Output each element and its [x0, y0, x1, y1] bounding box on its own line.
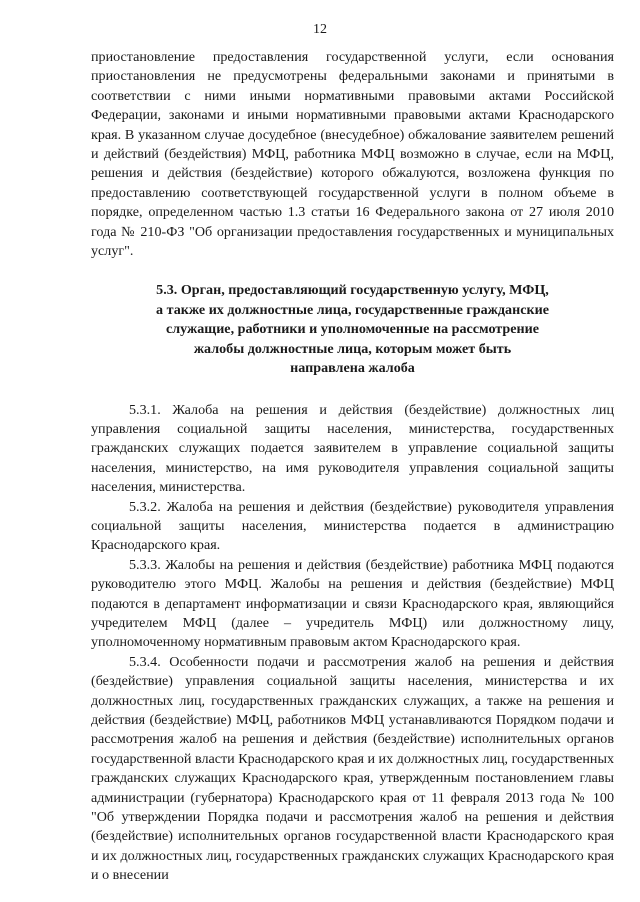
page-number: 12 [313, 22, 327, 37]
paragraph-5-3-1: 5.3.1. Жалоба на решения и действия (бездействие) должностных лиц управления социальной защиты населения, министерства, государственных гражданских служащих подается заявителем в управление социальной защиты населения, министерство, на имя руководителя управления социальной защиты населения, министерства. [91, 401, 614, 496]
document-body [91, 48, 614, 886]
intro-paragraph: приостановление предоставления государственной услуги, если основания приостановления не предусмотрены федеральными законами и принятыми в соответствии с ними иными нормативными правовыми актами Российской Федерации, законами и иными нормативными правовыми актами Краснодарского края. В указанном случае досудебное (внесудебное) обжалование заявителем решений и действий (бездействия) МФЦ, работника МФЦ возможно в случае, если на МФЦ, решения и действия (бездействие) которого обжалуются, возложена функция по предоставлению соответствующей государственной услуги в полном объеме в порядке, определенном частью 1.3 статьи 16 Федерального закона от 27 июля 2010 года № 210-ФЗ "Об организации предоставления государственных и муниципальных услуг". [91, 49, 614, 260]
section-heading-line: служащие, работники и уполномоченные на рассмотрение [166, 321, 539, 338]
section-heading-line: 5.3. Орган, предоставляющий государственную услугу, МФЦ, [156, 282, 549, 299]
section-heading-line: жалобы должностные лица, которым может быть [193, 340, 512, 357]
paragraph-5-3-2: 5.3.2. Жалоба на решения и действия (бездействие) руководителя управления социальной защиты населения, министерства подается в администрацию Краснодарского края. [91, 498, 614, 554]
section-heading-line: направлена жалоба [290, 360, 415, 377]
paragraph-5-3-4: 5.3.4. Особенности подачи и рассмотрения жалоб на решения и действия (бездействие) управления социальной защиты населения, министерства и их должностных лиц, государственных гражданских служащих, а также на решения и действия (бездействие) МФЦ, работников МФЦ устанавливаются Порядком подачи и рассмотрения жалоб на решения и действия (бездействие) исполнительных органов государственной власти Краснодарского края и их должностных лиц, государственных гражданских служащих Краснодарского края, утвержденным постановлением главы администрации (губернатора) Краснодарского края от 11 февраля 2013 года № 100 "Об утверждении Порядка подачи и рассмотрения жалоб на решения и действия (бездействие) исполнительных органов государственной власти Краснодарского края и их должностных лиц, государственных гражданских служащих Краснодарского края и о внесении [91, 653, 614, 884]
section-heading-line: а также их должностные лица, государственные гражданские [156, 301, 549, 318]
section-heading [91, 281, 614, 378]
paragraph-5-3-3: 5.3.3. Жалобы на решения и действия (бездействие) работника МФЦ подаются руководителю этого МФЦ. Жалобы на решения и действия (бездействие) МФЦ подаются в департамент информатизации и связи Краснодарского края, являющийся учредителем МФЦ (далее – учредитель МФЦ) или должностному лицу, уполномоченному нормативным правовым актом Краснодарского края. [91, 556, 614, 651]
